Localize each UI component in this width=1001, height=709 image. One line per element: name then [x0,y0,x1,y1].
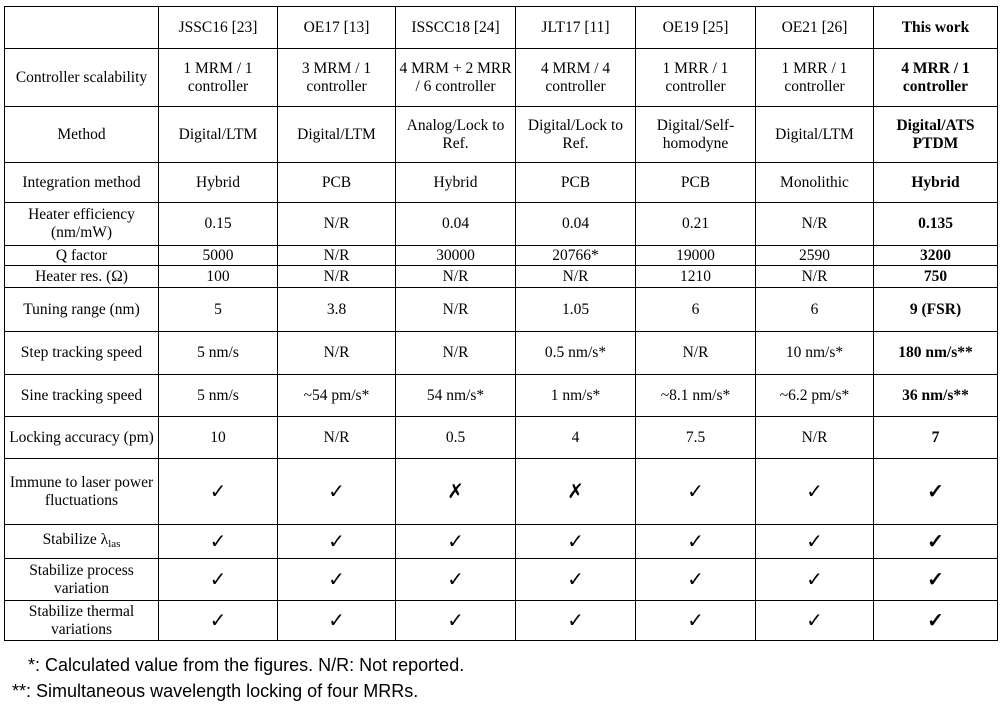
table-body [5,7,998,641]
check-icon: ✓ [516,559,636,601]
table-row [5,246,998,266]
table-cell: ~54 pm/s* [278,375,396,417]
cross-icon: ✗ [396,459,516,525]
table-cell: Monolithic [756,163,874,203]
column-header: This work [874,7,998,49]
table-cell: N/R [278,332,396,375]
table-cell: 20766* [516,246,636,266]
table-cell: 1210 [636,266,756,288]
table-cell: N/R [756,203,874,246]
table-cell: 3200 [874,246,998,266]
table-cell: 7.5 [636,417,756,459]
table-cell: Digital/LTM [159,107,278,163]
table-cell: 19000 [636,246,756,266]
table-cell: ~6.2 pm/s* [756,375,874,417]
check-icon: ✓ [159,601,278,641]
row-label [5,417,159,459]
table-cell: N/R [396,266,516,288]
table-cell: N/R [278,266,396,288]
check-icon: ✓ [278,459,396,525]
row-label [5,601,159,641]
table-row [5,601,998,641]
row-label-text: Stabilize thermal variations [28,602,135,638]
row-label [5,203,159,246]
row-label-text: Heater res. (Ω) [35,267,128,285]
table-cell: 5000 [159,246,278,266]
table-cell: 6 [636,288,756,332]
table-cell: N/R [278,203,396,246]
table-cell: N/R [636,332,756,375]
row-label-text: Stabilize process variation [29,561,134,597]
table-row [5,107,998,163]
table-cell: N/R [278,246,396,266]
column-header: OE19 [25] [636,7,756,49]
check-icon: ✓ [278,559,396,601]
table-cell: 4 MRM / 4 controller [516,49,636,107]
table-cell: 1.05 [516,288,636,332]
table-row [5,417,998,459]
row-label [5,459,159,525]
check-icon: ✓ [874,525,998,559]
check-icon: ✓ [756,525,874,559]
row-label-text: Method [57,125,106,143]
row-label [5,163,159,203]
table-row [5,332,998,375]
cross-icon: ✗ [516,459,636,525]
table-cell: 54 nm/s* [396,375,516,417]
table-cell: 0.135 [874,203,998,246]
table-cell: 0.5 [396,417,516,459]
table-cell: 5 nm/s [159,332,278,375]
row-label-text: Integration method [22,173,141,191]
column-header: OE17 [13] [278,7,396,49]
check-icon: ✓ [159,559,278,601]
check-icon: ✓ [636,559,756,601]
table-row [5,559,998,601]
table-cell: 100 [159,266,278,288]
column-header: OE21 [26] [756,7,874,49]
check-icon: ✓ [756,459,874,525]
table-row [5,288,998,332]
table-cell: PCB [278,163,396,203]
check-icon: ✓ [636,459,756,525]
table-row [5,163,998,203]
table-cell: 0.15 [159,203,278,246]
table-cell: 0.5 nm/s* [516,332,636,375]
check-icon: ✓ [756,601,874,641]
table-cell: N/R [756,266,874,288]
table-cell: N/R [396,332,516,375]
row-label [5,288,159,332]
table-cell: 1 MRM / 1 controller [159,49,278,107]
table-cell: 2590 [756,246,874,266]
check-icon: ✓ [874,559,998,601]
table-cell: N/R [756,417,874,459]
check-icon: ✓ [159,459,278,525]
check-icon: ✓ [636,525,756,559]
check-icon: ✓ [396,601,516,641]
table-cell: Hybrid [159,163,278,203]
table-cell: Hybrid [396,163,516,203]
table-cell: 5 [159,288,278,332]
table-cell: 4 MRR / 1 controller [874,49,998,107]
table-cell: ~8.1 nm/s* [636,375,756,417]
table-cell: Hybrid [874,163,998,203]
row-label [5,107,159,163]
table-cell: PCB [516,163,636,203]
row-label [5,246,159,266]
table-cell: Digital/Self-homodyne [636,107,756,163]
check-icon: ✓ [278,525,396,559]
table-cell: N/R [396,288,516,332]
row-label [5,525,159,559]
row-label [5,332,159,375]
row-label-text: Locking accuracy (pm) [9,428,154,446]
table-row [5,203,998,246]
row-label-subscript: las [108,537,121,550]
table-row [5,49,998,107]
table-cell: 3 MRM / 1 controller [278,49,396,107]
table-cell: 750 [874,266,998,288]
table-cell: 3.8 [278,288,396,332]
table-row [5,266,998,288]
check-icon: ✓ [396,525,516,559]
row-label-text: Controller scalability [15,68,148,86]
table-cell: Digital/Lock to Ref. [516,107,636,163]
table-cell: 4 [516,417,636,459]
table-cell: 1 MRR / 1 controller [756,49,874,107]
table-cell: Digital/LTM [756,107,874,163]
check-icon: ✓ [516,601,636,641]
footnote-simultaneous: **: Simultaneous wavelength locking of four MRRs. [12,681,419,701]
table-row [5,459,998,525]
table-row [5,525,998,559]
table-cell: Digital/ATS PTDM [874,107,998,163]
table-cell: 0.04 [516,203,636,246]
footnote-calculated: *: Calculated value from the figures. N/R: Not reported. [28,655,465,675]
check-icon: ✓ [874,601,998,641]
row-label [5,375,159,417]
comparison-table [4,6,998,641]
table-cell: 30000 [396,246,516,266]
check-icon: ✓ [874,459,998,525]
header-corner-cell [5,7,159,49]
row-label-text: Tuning range (nm) [23,300,140,318]
check-icon: ✓ [396,559,516,601]
table-cell: N/R [278,417,396,459]
table-cell: 4 MRM + 2 MRR / 6 controller [396,49,516,107]
column-header: ISSCC18 [24] [396,7,516,49]
check-icon: ✓ [278,601,396,641]
check-icon: ✓ [159,525,278,559]
row-label [5,49,159,107]
table-row [5,375,998,417]
header-row [5,7,998,49]
table-cell: 10 nm/s* [756,332,874,375]
check-icon: ✓ [636,601,756,641]
row-label-text: Heater efficiency (nm/mW) [28,206,135,241]
row-label-text: Sine tracking speed [20,386,143,404]
table-cell: 6 [756,288,874,332]
table-cell: 0.04 [396,203,516,246]
table-cell: 1 MRR / 1 controller [636,49,756,107]
row-label-text: Stabilize λ [42,530,109,548]
row-label-text: Step tracking speed [20,344,143,361]
column-header: JLT17 [11] [516,7,636,49]
table-cell: Analog/Lock to Ref. [396,107,516,163]
row-label [5,559,159,601]
table-cell: 9 (FSR) [874,288,998,332]
table-cell: 180 nm/s** [874,332,998,375]
table-cell: Digital/LTM [278,107,396,163]
check-icon: ✓ [516,525,636,559]
table-cell: PCB [636,163,756,203]
table-cell: 5 nm/s [159,375,278,417]
row-label-text: Q factor [55,246,108,264]
table-cell: 1 nm/s* [516,375,636,417]
check-icon: ✓ [756,559,874,601]
table-cell: 0.21 [636,203,756,246]
row-label-text: Immune to laser power fluctuations [9,473,154,509]
table-cell: 7 [874,417,998,459]
table-cell: N/R [516,266,636,288]
table-cell: 10 [159,417,278,459]
row-label [5,266,159,288]
table-cell: 36 nm/s** [874,375,998,417]
column-header: JSSC16 [23] [159,7,278,49]
